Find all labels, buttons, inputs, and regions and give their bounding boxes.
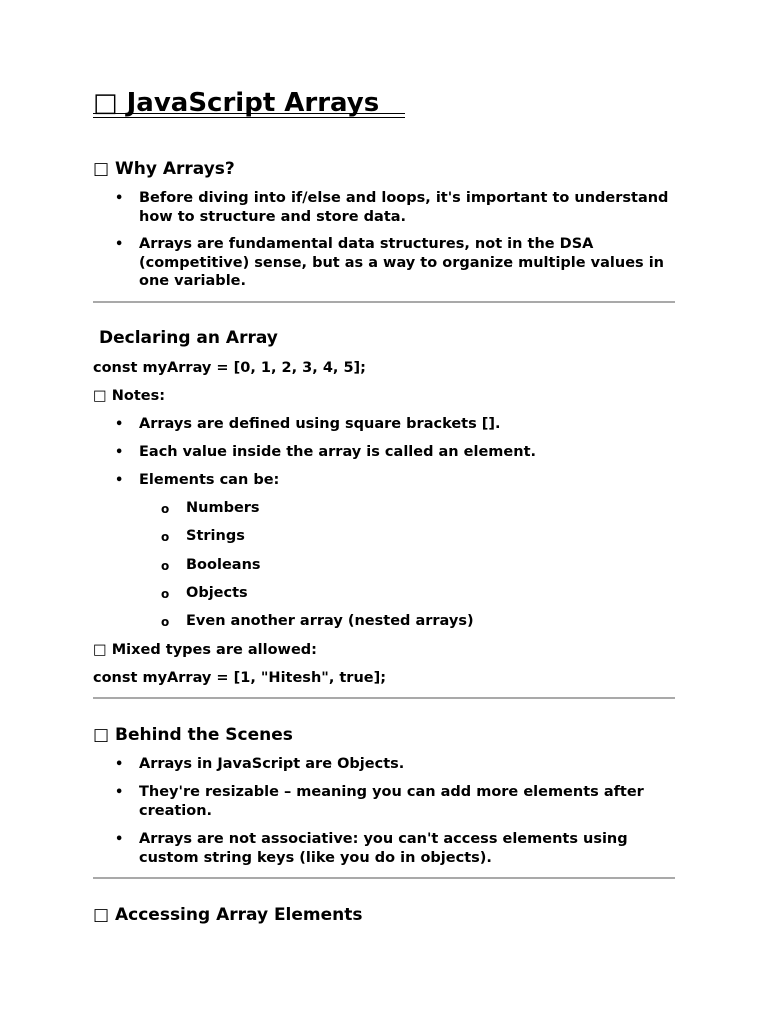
sub-bullet: o	[161, 587, 170, 601]
sub-list-item-objects: Objects	[186, 585, 248, 601]
section-divider	[93, 877, 675, 879]
sub-list-item-strings: Strings	[186, 528, 245, 544]
list-item-notes-3: Elements can be:	[139, 472, 280, 488]
title-underline-second	[93, 117, 405, 118]
document-title: □ JavaScript Arrays	[93, 88, 380, 118]
heading-declaring-array: Declaring an Array	[99, 328, 278, 348]
bullet: •	[115, 417, 124, 432]
title-underline	[93, 113, 405, 114]
sub-list-item-nested-arrays: Even another array (nested arrays)	[186, 613, 474, 629]
code-declaration: const myArray = [0, 1, 2, 3, 4, 5];	[93, 360, 366, 376]
sub-bullet: o	[161, 615, 170, 629]
bullet: •	[115, 445, 124, 460]
list-item-why-2: Arrays are fundamental data structures, not in the DSA (competitive) sense, but as a way to organize multiple values in one variable.	[139, 236, 664, 289]
bullet: •	[115, 757, 124, 772]
sub-bullet: o	[161, 559, 170, 573]
sub-bullet: o	[161, 502, 170, 516]
sub-list-item-numbers: Numbers	[186, 500, 260, 516]
section-divider	[93, 697, 675, 699]
code-mixed-array: const myArray = [1, "Hitesh", true];	[93, 670, 387, 686]
heading-behind-the-scenes: □ Behind the Scenes	[93, 725, 293, 745]
list-item-notes-2: Each value inside the array is called an element.	[139, 444, 537, 460]
bullet: •	[115, 191, 124, 206]
bullet: •	[115, 785, 124, 800]
sub-bullet: o	[161, 530, 170, 544]
list-item-behind-2: They're resizable – meaning you can add more elements after creation.	[139, 784, 644, 819]
list-item-behind-1: Arrays in JavaScript are Objects.	[139, 756, 405, 772]
notes-label: □ Notes:	[93, 388, 166, 404]
mixed-types-label: □ Mixed types are allowed:	[93, 642, 317, 658]
list-item-behind-3: Arrays are not associative: you can't access elements using custom string keys (like you do in objects).	[139, 831, 628, 866]
list-item-why-1: Before diving into if/else and loops, it's important to understand how to structure and store data.	[139, 190, 669, 225]
bullet: •	[115, 832, 124, 847]
bullet: •	[115, 237, 124, 252]
bullet: •	[115, 473, 124, 488]
heading-accessing-elements: □ Accessing Array Elements	[93, 905, 363, 925]
sub-list-item-booleans: Booleans	[186, 557, 261, 573]
heading-why-arrays: □ Why Arrays?	[93, 159, 235, 179]
list-item-notes-1: Arrays are defined using square brackets [].	[139, 416, 501, 432]
section-divider	[93, 301, 675, 303]
